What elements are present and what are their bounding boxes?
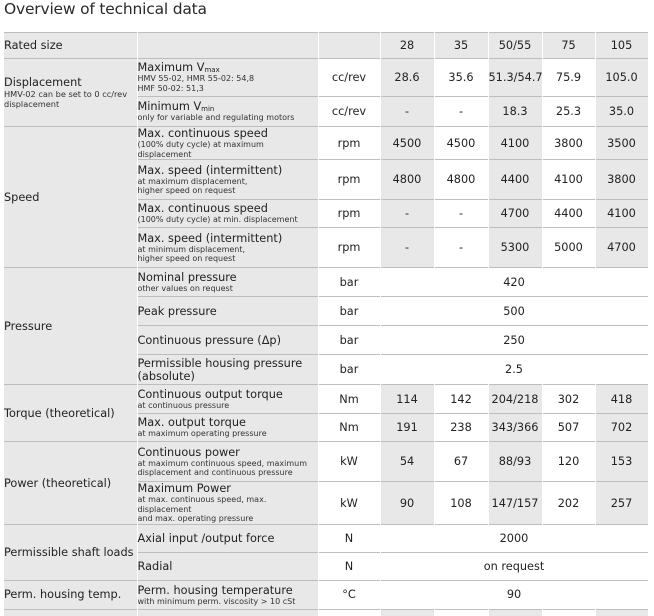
value-cell: 4100 [542, 160, 595, 200]
param-name: Permissible housing pressure [137, 356, 303, 370]
param-cell [137, 127, 318, 160]
unit-cell: N [318, 524, 380, 552]
unit-cell: rpm [318, 127, 380, 160]
param-subscript: max [204, 66, 220, 75]
table-row-bottom [4, 609, 648, 616]
table-row [4, 127, 648, 160]
param-detail: higher speed on request [137, 254, 236, 264]
param-name: Maximum Power [137, 482, 231, 496]
param-name: Nominal pressure [137, 270, 237, 284]
size-header: 28 [380, 33, 434, 59]
category-shaft-loads: Permissible shaft loads [4, 524, 137, 580]
value-cell: 3800 [595, 160, 648, 200]
category-power: Power (theoretical) [4, 442, 137, 525]
value-cell: 108 [434, 482, 488, 525]
param-cell [137, 326, 318, 355]
value-cell: - [434, 200, 488, 228]
value-cell: - [434, 97, 488, 127]
param-detail: HMF 50-02: 51,3 [137, 84, 204, 94]
category-displacement [4, 59, 137, 127]
value-cell: 114 [380, 385, 434, 414]
value-cell: 202 [542, 482, 595, 525]
unit-cell: rpm [318, 160, 380, 200]
value-cell: 5300 [488, 228, 542, 268]
param-detail: displacement and continuous pressure [137, 468, 293, 478]
param-cell [137, 268, 318, 297]
param-cell [137, 385, 318, 414]
param-name: Radial [137, 559, 173, 573]
param-name: Maximum V [137, 61, 205, 75]
size-header: 35 [434, 33, 488, 59]
value-cell: 4400 [542, 200, 595, 228]
category-pressure: Pressure [4, 268, 137, 385]
size-header: 105 [595, 33, 648, 59]
param-detail: with minimum perm. viscosity > 10 cSt [137, 596, 296, 606]
param-detail: HMV 55-02, HMR 55-02: 54,8 [137, 74, 255, 84]
param-detail: (100% duty cycle) at min. displacement [137, 215, 298, 225]
page-title: Overview of technical data [4, 0, 207, 18]
value-cell: 257 [595, 482, 648, 525]
value-cell: 90 [380, 580, 648, 609]
value-cell: 142 [434, 385, 488, 414]
unit-cell: N [318, 552, 380, 580]
param-name: Max. speed (intermittent) [137, 163, 283, 177]
value-cell: - [434, 228, 488, 268]
unit-cell: bar [318, 326, 380, 355]
value-cell: 343/366 [488, 414, 542, 442]
param-name: Max. output torque [137, 416, 246, 430]
value-cell: 2000 [380, 524, 648, 552]
value-cell: 4500 [380, 127, 434, 160]
value-cell: 4500 [434, 127, 488, 160]
value-cell: 4400 [488, 160, 542, 200]
param-subscript: min [201, 105, 215, 114]
param-cell [137, 355, 318, 385]
value-cell: 25.3 [542, 97, 595, 127]
value-cell: 35.0 [595, 97, 648, 127]
param-detail: at max. continuous speed, max. displacement [137, 495, 267, 514]
value-cell: 54 [380, 442, 434, 482]
rated-size-label: Rated size [4, 33, 137, 59]
value-cell: 4100 [595, 200, 648, 228]
param-cell [137, 482, 318, 525]
param-detail: higher speed on request [137, 186, 236, 196]
value-cell: - [380, 200, 434, 228]
value-cell: - [380, 228, 434, 268]
param-detail: and max. operating pressure [137, 514, 254, 524]
unit-cell: cc/rev [318, 59, 380, 97]
value-cell: 302 [542, 385, 595, 414]
param-name: Continuous output torque [137, 387, 283, 401]
category-note: displacement [4, 98, 60, 109]
param-name: Max. continuous speed [137, 127, 268, 140]
category-housing-temp: Perm. housing temp. [4, 580, 137, 609]
param-name: Peak pressure [137, 304, 217, 318]
value-cell: 4800 [380, 160, 434, 200]
unit-cell: bar [318, 297, 380, 326]
param-cell [137, 228, 318, 268]
param-cell [137, 200, 318, 228]
param-name: Minimum V [137, 100, 202, 114]
unit-cell: bar [318, 268, 380, 297]
technical-data-table [4, 32, 649, 616]
value-cell: 105.0 [595, 59, 648, 97]
table-row [4, 442, 648, 482]
value-cell: 4700 [488, 200, 542, 228]
value-cell: 420 [380, 268, 648, 297]
value-cell: 3500 [595, 127, 648, 160]
value-cell: 75.9 [542, 59, 595, 97]
value-cell: 147/157 [488, 482, 542, 525]
value-cell: 702 [595, 414, 648, 442]
table-row [4, 524, 648, 552]
param-name: Max. speed (intermittent) [137, 231, 283, 245]
param-cell [137, 580, 318, 609]
value-cell: 191 [380, 414, 434, 442]
param-detail: at continuous pressure [137, 400, 230, 410]
category-torque: Torque (theoretical) [4, 385, 137, 442]
value-cell: 51.3/54.7 [488, 59, 542, 97]
value-cell: 238 [434, 414, 488, 442]
param-detail: at minimum displacement, [137, 244, 246, 254]
param-cell [137, 524, 318, 552]
value-cell: 5000 [542, 228, 595, 268]
value-cell: on request [380, 552, 648, 580]
header-row [4, 33, 648, 59]
value-cell: 507 [542, 414, 595, 442]
value-cell: 4100 [488, 127, 542, 160]
value-cell: 120 [542, 442, 595, 482]
size-header: 75 [542, 33, 595, 59]
table-row [4, 59, 648, 97]
param-name: Continuous power [137, 445, 240, 459]
param-detail: at maximum operating pressure [137, 429, 267, 439]
param-name: Max. continuous speed [137, 202, 268, 216]
value-cell: 418 [595, 385, 648, 414]
value-cell: 35.6 [434, 59, 488, 97]
unit-cell: bar [318, 355, 380, 385]
param-detail: at maximum displacement, [137, 176, 248, 186]
value-cell: 500 [380, 297, 648, 326]
param-name: Perm. housing temperature [137, 583, 293, 597]
param-detail: other values on request [137, 283, 233, 293]
param-name: Continuous pressure (Δp) [137, 333, 281, 347]
value-cell: 2.5 [380, 355, 648, 385]
unit-cell: Nm [318, 385, 380, 414]
value-cell: 28.6 [380, 59, 434, 97]
unit-cell: kW [318, 442, 380, 482]
value-cell: 4800 [434, 160, 488, 200]
value-cell: 250 [380, 326, 648, 355]
unit-cell: °C [318, 580, 380, 609]
param-cell [137, 97, 318, 127]
param-cell [137, 59, 318, 97]
param-cell [137, 297, 318, 326]
category-speed: Speed [4, 127, 137, 268]
value-cell: 3800 [542, 127, 595, 160]
unit-cell: kW [318, 482, 380, 525]
param-detail: only for variable and regulating motors [137, 113, 295, 123]
param-cell [137, 442, 318, 482]
value-cell: 204/218 [488, 385, 542, 414]
value-cell: 18.3 [488, 97, 542, 127]
param-detail: (100% duty cycle) at maximum displacement [137, 139, 264, 159]
param-cell [137, 414, 318, 442]
size-header: 50/55 [488, 33, 542, 59]
category-note: HMV-02 can be set to 0 cc/rev [4, 88, 128, 99]
table-row [4, 268, 648, 297]
table-row [4, 385, 648, 414]
table-row [4, 580, 648, 609]
value-cell: 88/93 [488, 442, 542, 482]
value-cell: 67 [434, 442, 488, 482]
value-cell: 4700 [595, 228, 648, 268]
category-label: Displacement [4, 75, 82, 89]
unit-cell: cc/rev [318, 97, 380, 127]
value-cell: 153 [595, 442, 648, 482]
param-cell [137, 160, 318, 200]
unit-cell: rpm [318, 200, 380, 228]
unit-cell: rpm [318, 228, 380, 268]
value-cell: - [380, 97, 434, 127]
param-name: Axial input /output force [137, 531, 275, 545]
unit-cell: Nm [318, 414, 380, 442]
param-cell [137, 552, 318, 580]
param-name: (absolute) [137, 369, 195, 383]
value-cell: 90 [380, 482, 434, 525]
param-detail: at maximum continuous speed, maximum [137, 458, 308, 468]
